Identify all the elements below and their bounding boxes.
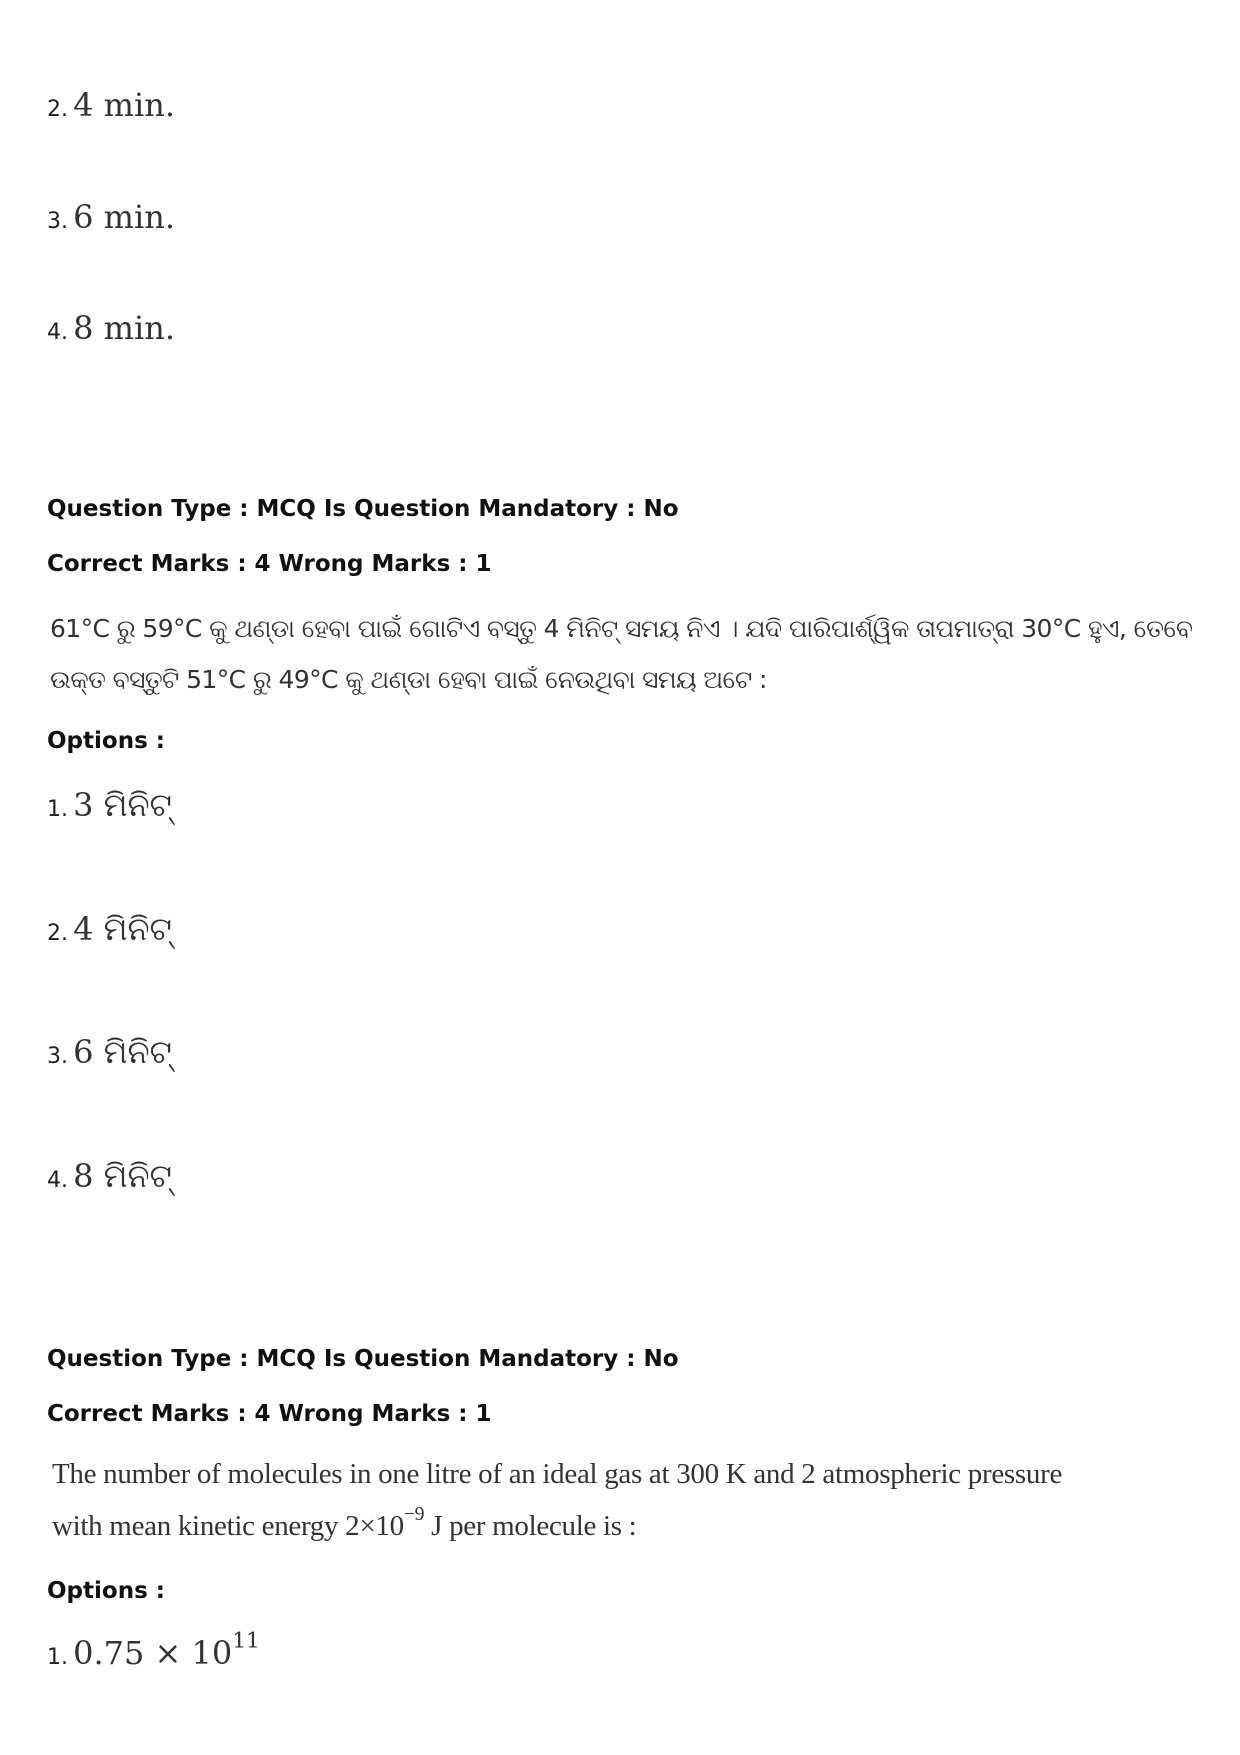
question-text-line-2: ଉକ୍ତ ବସ୍ତୁଟି 51°C ରୁ 49°C କୁ ଥଣ୍ଡା ହେବା ପାଇଁ ନେଉଥିବା ସମୟ ଅଟେ : bbox=[50, 665, 767, 694]
question-text-line-2 bbox=[52, 1500, 636, 1552]
marks-line: Correct Marks : 4 Wrong Marks : 1 bbox=[47, 551, 492, 577]
option-1 bbox=[47, 1628, 260, 1672]
option-formula-exponent: 11 bbox=[232, 1628, 260, 1654]
option-formula bbox=[73, 1628, 260, 1672]
question-text-line-1: 61°C ରୁ 59°C କୁ ଥଣ୍ଡା ହେବା ପାଇଁ ଗୋଟିଏ ବସ୍ତୁ 4 ମିନିଟ୍ ସମୟ ନିଏ । ଯଦି ପାରିପାର୍ଶ୍ୱିକ ତାପମାତ୍ରା 30°C ହୁଏ, ତେବେ bbox=[50, 614, 1193, 643]
prev-option-2 bbox=[47, 86, 175, 124]
option-formula-base: 0.75 × 10 bbox=[73, 1634, 233, 1672]
option-text: 8 ମିନିଟ୍ bbox=[73, 1157, 172, 1195]
option-number: 4. bbox=[47, 1168, 68, 1193]
option-text: 8 min. bbox=[73, 309, 175, 347]
option-number: 2. bbox=[47, 921, 68, 946]
options-label: Options : bbox=[47, 728, 165, 754]
question-type-line: Question Type : MCQ Is Question Mandatory : No bbox=[47, 1346, 679, 1372]
option-4 bbox=[47, 1157, 172, 1196]
option-text: 4 ମିନିଟ୍ bbox=[73, 910, 172, 948]
option-2 bbox=[47, 910, 172, 949]
question-type-line: Question Type : MCQ Is Question Mandatory : No bbox=[47, 496, 679, 522]
option-number: 1. bbox=[47, 797, 68, 822]
options-label: Options : bbox=[47, 1578, 165, 1604]
option-number: 1. bbox=[47, 1645, 68, 1670]
option-text: 4 min. bbox=[73, 86, 175, 124]
prev-option-4 bbox=[47, 309, 175, 347]
prev-option-3 bbox=[47, 198, 175, 236]
option-number: 3. bbox=[47, 1044, 68, 1069]
marks-line: Correct Marks : 4 Wrong Marks : 1 bbox=[47, 1401, 492, 1427]
option-number: 4. bbox=[47, 320, 68, 345]
option-text: 6 ମିନିଟ୍ bbox=[73, 1033, 172, 1071]
option-text: 6 min. bbox=[73, 198, 175, 236]
option-number: 3. bbox=[47, 209, 68, 234]
question-text-line-1: The number of molecules in one litre of an ideal gas at 300 K and 2 atmospheric pressure bbox=[52, 1458, 1063, 1490]
question-text-post: J per molecule is : bbox=[424, 1510, 637, 1542]
option-text: 3 ମିନିଟ୍ bbox=[73, 786, 172, 824]
question-text-exponent: −9 bbox=[403, 1503, 425, 1526]
option-3 bbox=[47, 1033, 172, 1072]
option-number: 2. bbox=[47, 97, 68, 122]
option-1 bbox=[47, 786, 172, 825]
question-text-pre: with mean kinetic energy 2×10 bbox=[52, 1510, 404, 1542]
